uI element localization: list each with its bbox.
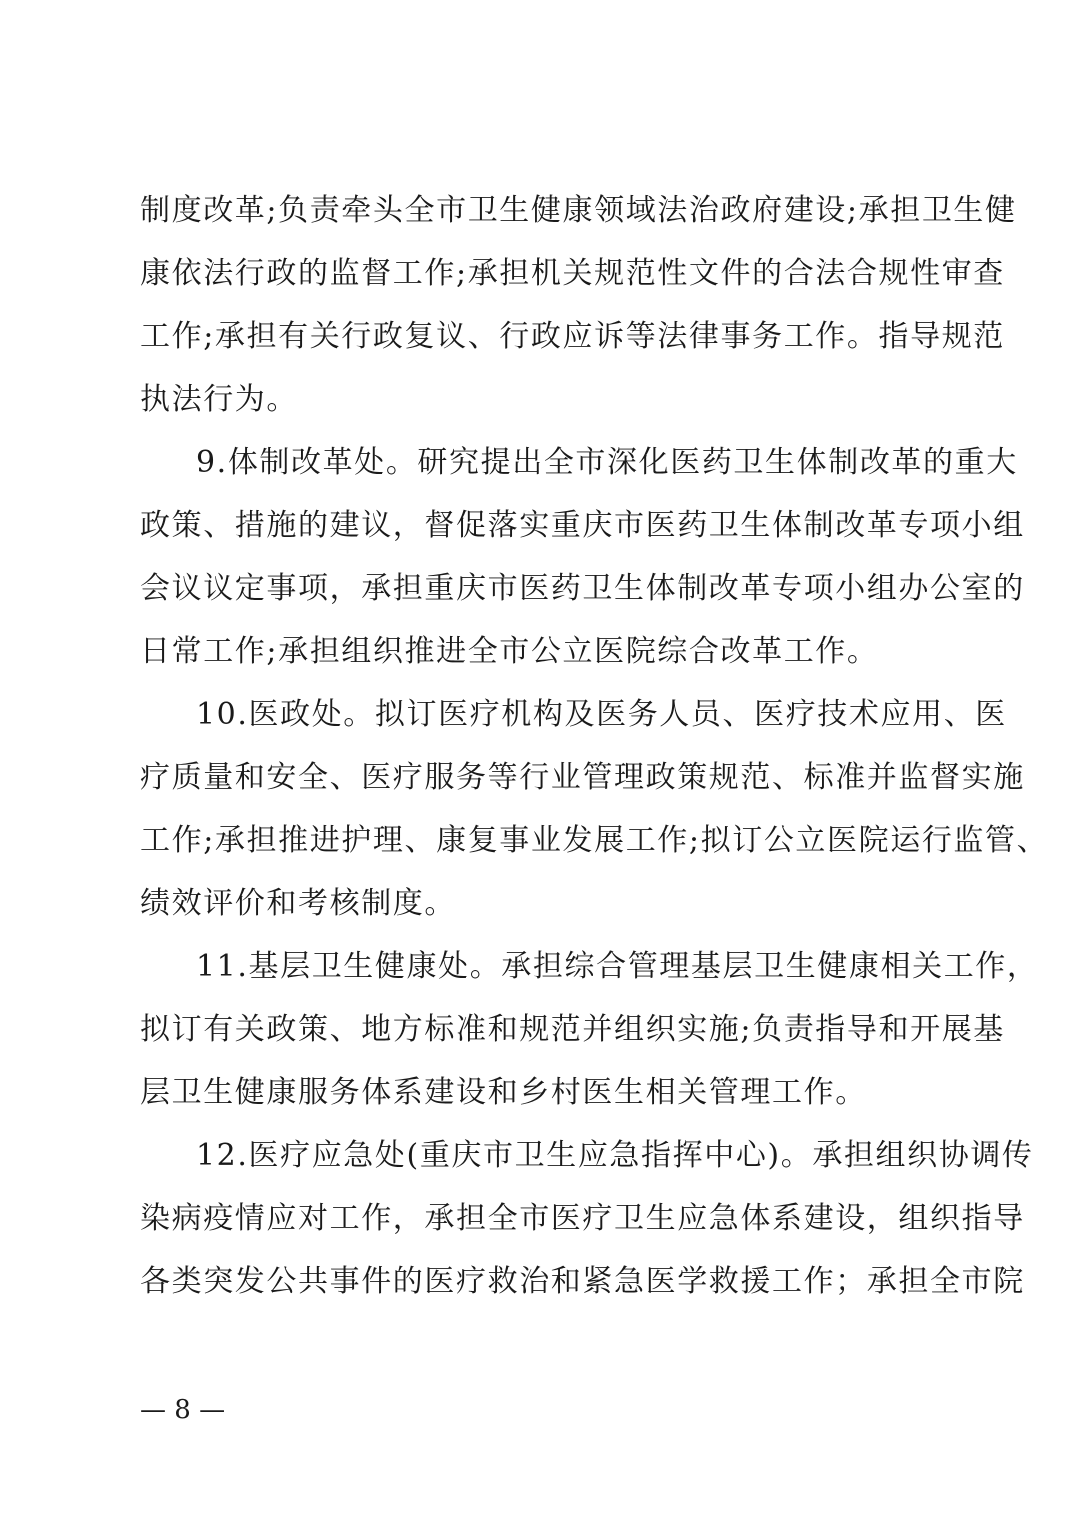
paragraph-line: 日常工作;承担组织推进全市公立医院综合改革工作。 [140, 634, 879, 669]
document-body [140, 186, 1049, 1320]
paragraph-line: 10.医政处。拟订医疗机构及医务人员、医疗技术应用、医 [196, 697, 1007, 732]
paragraph-medical-administration [140, 690, 1049, 942]
paragraph-line: 执法行为。 [140, 382, 298, 417]
paragraph-line: 政策、措施的建议，督促落实重庆市医药卫生体制改革专项小组 [140, 508, 1025, 543]
paragraph-line: 染病疫情应对工作，承担全市医疗卫生应急体系建设，组织指导 [140, 1201, 1025, 1236]
paragraph-line: 康依法行政的监督工作;承担机关规范性文件的合法合规性审查 [140, 256, 1005, 291]
paragraph-medical-emergency [140, 1131, 1034, 1320]
paragraph-line: 9.体制改革处。研究提出全市深化医药卫生体制改革的重大 [196, 445, 1018, 480]
paragraph-line: 各类突发公共事件的医疗救治和紧急医学救援工作；承担全市院 [140, 1264, 1025, 1299]
paragraph-line: 工作;承担推进护理、康复事业发展工作;拟订公立医院运行监管、 [140, 823, 1049, 858]
paragraph-line: 制度改革;负责牵头全市卫生健康领域法治政府建设;承担卫生健 [140, 193, 1017, 228]
page-number: — 8 — [140, 1395, 226, 1425]
paragraph-line: 12.医疗应急处(重庆市卫生应急指挥中心)。承担组织协调传 [196, 1138, 1034, 1173]
paragraph-primary-health [140, 942, 1039, 1131]
paragraph-legal-affairs [140, 186, 1017, 438]
paragraph-line: 疗质量和安全、医疗服务等行业管理政策规范、标准并监督实施 [140, 760, 1025, 795]
paragraph-line: 绩效评价和考核制度。 [140, 886, 456, 921]
paragraph-line: 拟订有关政策、地方标准和规范并组织实施;负责指导和开展基 [140, 1012, 1005, 1047]
paragraph-line: 会议议定事项，承担重庆市医药卫生体制改革专项小组办公室的 [140, 571, 1025, 606]
paragraph-system-reform [140, 438, 1025, 690]
paragraph-line: 11.基层卫生健康处。承担综合管理基层卫生健康相关工作， [196, 949, 1039, 984]
paragraph-line: 工作;承担有关行政复议、行政应诉等法律事务工作。指导规范 [140, 319, 1005, 354]
paragraph-line: 层卫生健康服务体系建设和乡村医生相关管理工作。 [140, 1075, 867, 1110]
